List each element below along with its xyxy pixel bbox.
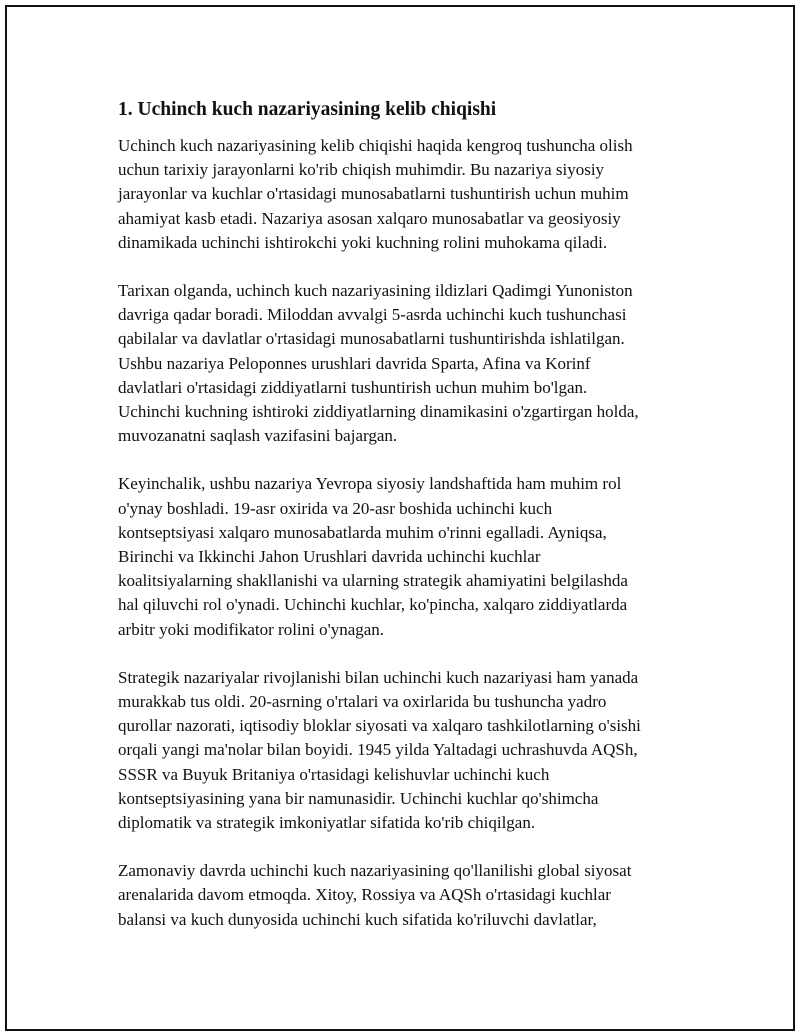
text-line: Uchinchi kuchning ishtiroki ziddiyatlarning dinamikasini o'zgartirgan holda,	[118, 402, 639, 422]
document-page	[5, 5, 795, 1031]
text-line: Birinchi va Ikkinchi Jahon Urushlari davrida uchinchi kuchlar	[118, 547, 541, 567]
text-line: ahamiyat kasb etadi. Nazariya asosan xalqaro munosabatlar va geosiyosiy	[118, 208, 621, 228]
text-line: kontseptsiyasining yana bir namunasidir. Uchinchi kuchlar qo'shimcha	[118, 788, 599, 808]
paragraph	[118, 472, 698, 641]
text-line: o'ynay boshladi. 19-asr oxirida va 20-asr boshida uchinchi kuch	[118, 498, 553, 518]
text-line: davlatlari o'rtasidagi ziddiyatlarni tushuntirish uchun muhim bo'lgan.	[118, 377, 588, 397]
text-line: muvozanatni saqlash vazifasini bajargan.	[118, 426, 398, 446]
text-line: dinamikada uchinchi ishtirokchi yoki kuchning rolini muhokama qiladi.	[118, 232, 608, 252]
text-line: qabilalar va davlatlar o'rtasidagi munosabatlarni tushuntirishda ishlatilgan.	[118, 329, 625, 349]
text-line: diplomatik va strategik imkoniyatlar sifatida ko'rib chiqilgan.	[118, 813, 536, 833]
text-line: Strategik nazariyalar rivojlanishi bilan uchinchi kuch nazariyasi ham yanada	[118, 667, 639, 687]
paragraph	[118, 859, 698, 932]
text-line: murakkab tus oldi. 20-asrning o'rtalari va oxirlarida bu tushuncha yadro	[118, 692, 607, 712]
document-body	[118, 97, 698, 956]
text-line: Uchinch kuch nazariyasining kelib chiqishi haqida kengroq tushuncha olish	[118, 136, 633, 155]
text-line: davriga qadar boradi. Miloddan avvalgi 5-asrda uchinchi kuch tushunchasi	[118, 305, 627, 325]
paragraph	[118, 279, 698, 448]
text-line: jarayonlar va kuchlar o'rtasidagi munosabatlarni tushuntirish uchun muhim	[118, 184, 629, 204]
text-line: Tarixan olganda, uchinch kuch nazariyasining ildizlari Qadimgi Yunoniston	[118, 281, 633, 301]
text-line: arbitr yoki modifikator rolini o'ynagan.	[118, 619, 385, 639]
text-line: balansi va kuch dunyosida uchinchi kuch sifatida ko'riluvchi davlatlar,	[118, 909, 597, 929]
text-line: orqali yangi ma'nolar bilan boyidi. 1945 yilda Yaltadagi uchrashuvda AQSh,	[118, 740, 638, 760]
text-line: arenalarida davom etmoqda. Xitoy, Rossiya va AQSh o'rtasidagi kuchlar	[118, 885, 611, 905]
text-line: kontseptsiyasi xalqaro munosabatlarda muhim o'rinni egalladi. Ayniqsa,	[118, 522, 607, 542]
text-line: Ushbu nazariya Peloponnes urushlari davrida Sparta, Afina va Korinf	[118, 353, 591, 373]
text-line: qurollar nazorati, iqtisodiy bloklar siyosati va xalqaro tashkilotlarning o'sishi	[118, 716, 641, 736]
text-line: Zamonaviy davrda uchinchi kuch nazariyasining qo'llanilishi global siyosat	[118, 861, 632, 881]
text-line: uchun tarixiy jarayonlarni ko'rib chiqish muhimdir. Bu nazariya siyosiy	[118, 160, 605, 180]
text-line: Keyinchalik, ushbu nazariya Yevropa siyosiy landshaftida ham muhim rol	[118, 474, 622, 494]
text-line: koalitsiyalarning shakllanishi va ularning strategik ahamiyatini belgilashda	[118, 571, 628, 591]
text-line: SSSR va Buyuk Britaniya o'rtasidagi kelishuvlar uchinchi kuch	[118, 764, 550, 784]
paragraph	[118, 134, 698, 255]
paragraphs-container	[118, 134, 698, 932]
text-line: hal qiluvchi rol o'ynadi. Uchinchi kuchlar, ko'pincha, xalqaro ziddiyatlarda	[118, 595, 628, 615]
section-heading: 1. Uchinch kuch nazariyasining kelib chiqishi	[118, 99, 497, 120]
paragraph	[118, 666, 698, 835]
